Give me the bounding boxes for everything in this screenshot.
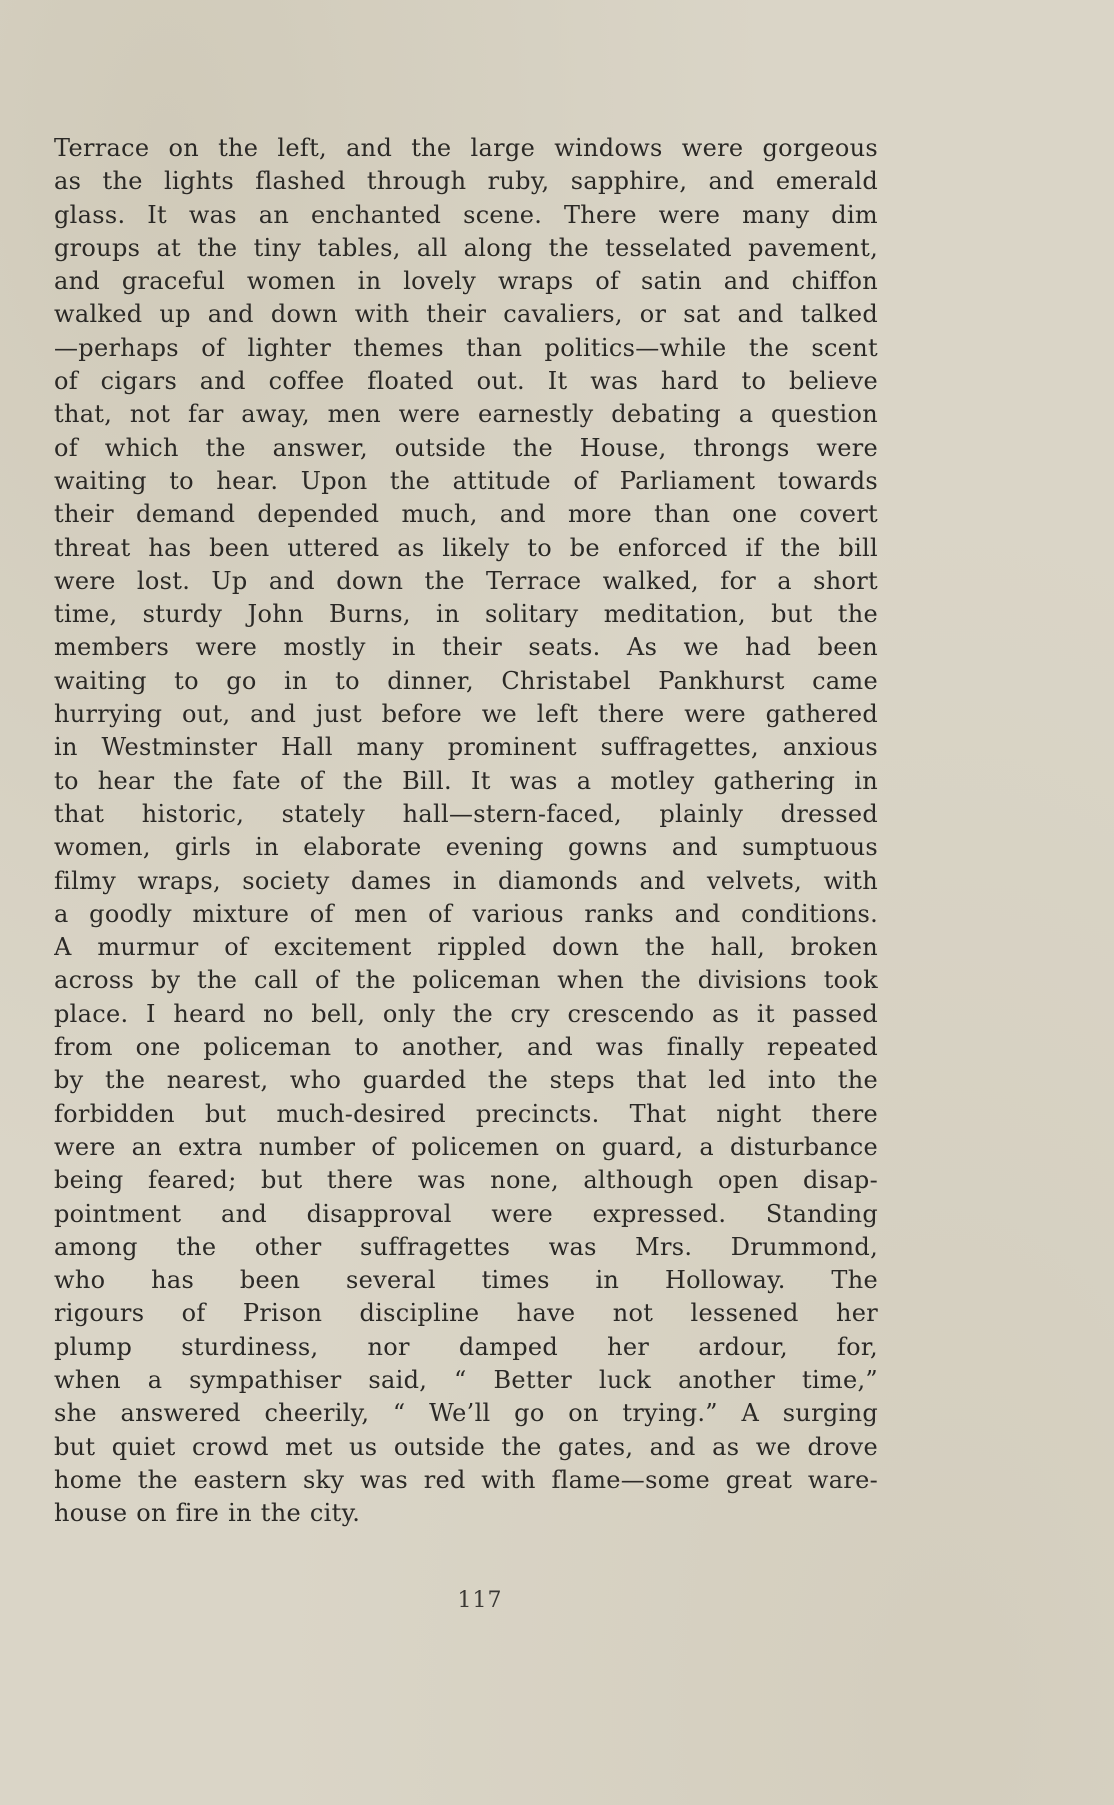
text-line: rigours of Prison discipline have not lessened her (54, 1299, 878, 1328)
text-line: a goodly mixture of men of various ranks and conditions. (54, 899, 878, 928)
text-line: who has been several times in Holloway. The (54, 1266, 878, 1295)
text-line: to hear the fate of the Bill. It was a motley gathering in (54, 766, 878, 795)
text-line: among the other suffragettes was Mrs. Drummond, (54, 1232, 878, 1261)
text-line: their demand depended much, and more than one covert (54, 500, 878, 529)
text-line: waiting to go in to dinner, Christabel Pankhurst came (54, 666, 878, 695)
text-line: were lost. Up and down the Terrace walked, for a short (54, 566, 878, 595)
text-line: of cigars and coffee floated out. It was hard to believe (54, 367, 878, 396)
text-line: from one policeman to another, and was finally repeated (54, 1033, 878, 1062)
text-line: of which the answer, outside the House, throngs were (54, 433, 878, 462)
text-line: filmy wraps, society dames in diamonds and velvets, with (54, 866, 878, 895)
text-line: that, not far away, men were earnestly debating a question (54, 400, 878, 429)
text-line: waiting to hear. Upon the attitude of Parliament towards (54, 466, 878, 495)
text-line: women, girls in elaborate evening gowns and sumptuous (54, 833, 878, 862)
text-line: pointment and disapproval were expressed. Standing (54, 1199, 878, 1228)
text-line: in Westminster Hall many prominent suffragettes, anxious (54, 733, 878, 762)
text-line: walked up and down with their cavaliers, or sat and talked (54, 300, 878, 329)
text-line: house on fire in the city. (54, 1499, 361, 1528)
text-line: Terrace on the left, and the large windows were gorgeous (54, 134, 878, 162)
text-line: by the nearest, who guarded the steps that led into the (54, 1066, 878, 1095)
text-line: home the eastern sky was red with flame—some great ware- (54, 1465, 878, 1494)
text-line: but quiet crowd met us outside the gates, and as we drove (54, 1432, 878, 1461)
body-text (54, 132, 878, 1530)
page-number: 117 (457, 1588, 503, 1613)
text-line: members were mostly in their seats. As we had been (54, 633, 878, 662)
text-line: across by the call of the policeman when the divisions took (54, 966, 878, 995)
text-line: she answered cheerily, “ We’ll go on trying.” A surging (54, 1399, 878, 1428)
text-line: as the lights flashed through ruby, sapphire, and emerald (54, 167, 878, 196)
text-line: that historic, stately hall—stern-faced, plainly dressed (54, 799, 878, 828)
text-line: groups at the tiny tables, all along the tesselated pavement, (54, 233, 878, 262)
text-line: glass. It was an enchanted scene. There were many dim (54, 200, 878, 229)
text-line: place. I heard no bell, only the cry crescendo as it passed (54, 999, 878, 1028)
text-line: hurrying out, and just before we left there were gathered (54, 700, 878, 729)
text-line: A murmur of excitement rippled down the hall, broken (54, 933, 878, 962)
text-line: forbidden but much-desired precincts. That night there (54, 1099, 878, 1128)
text-line: —perhaps of lighter themes than politics—while the scent (54, 333, 878, 362)
text-line: being feared; but there was none, although open disap- (54, 1166, 878, 1195)
text-line: plump sturdiness, nor damped her ardour, for, (54, 1332, 878, 1361)
text-line: time, sturdy John Burns, in solitary meditation, but the (54, 600, 878, 629)
text-line: when a sympathiser said, “ Better luck another time,” (54, 1365, 878, 1394)
text-line: threat has been uttered as likely to be enforced if the bill (54, 533, 878, 562)
text-line: were an extra number of policemen on guard, a disturbance (54, 1132, 878, 1161)
text-line: and graceful women in lovely wraps of satin and chiffon (54, 267, 878, 296)
